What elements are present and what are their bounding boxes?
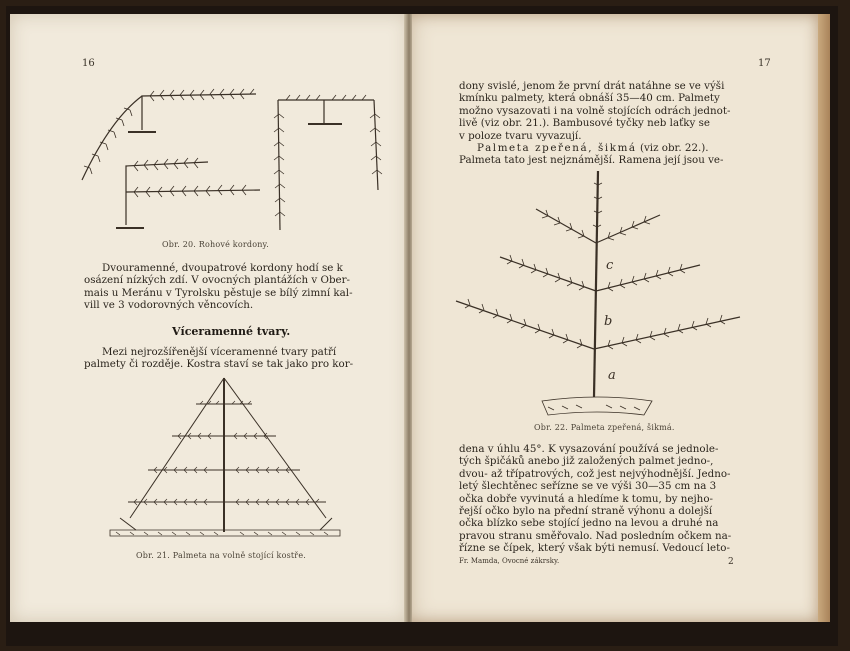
text-line: palmety či rozděje. Kostra staví se tak jako pro kor- [84,358,354,371]
text-line: letý šlechtěnec seřízne se ve výši 30—35 cm na 3 [459,480,717,493]
figure-21-caption: Obr. 21. Palmeta na volně stojící kostře. [136,551,307,560]
text-line: pravou stranu směřovalo. Nad posledním očkem na- [459,529,732,542]
text-line: řejší očko bylo na přední straně výhonu a dolejší [459,505,713,518]
footer-author: Fr. Mamda, Ovocné zákrsky. [459,557,560,565]
text-line: řízne se čípek, který však býti nemusí. Vedoucí leto- [459,542,730,555]
figure-21-palmette-frame [100,370,350,550]
footer-signature-mark: 2 [728,557,734,567]
figure-22-label-b: b [604,314,613,329]
text-line: dony svislé, jenom že první drát natáhne se ve výši [459,80,725,92]
text-line: mais u Meránu v Tyrolsku pěstuje se bílý zimní kal- [84,286,353,299]
text-line: Dvouramenné, dvoupatrové kordony hodí se k [102,262,343,274]
figure-22-caption: Obr. 22. Palmeta zpeřená, šikmá. [534,423,675,432]
text-line: možno vysazovati i na volně stojících odrách jednot- [459,104,731,117]
text-line: osázení nízkých zdí. V ovocných plantážích v Ober- [84,274,351,287]
text-line: tých špičáků anebo již založených palmet jedno-, [459,455,714,468]
figure-22-oblique-palmette [448,165,748,425]
emphasized-term: Palmeta zpeřená, šikmá [477,142,637,155]
left-paragraph-1 [84,262,366,312]
figure-20-corner-cordons [60,80,390,240]
text-line: livě (viz obr. 21.). Bambusové tyčky neb laťky se [459,117,710,130]
figure-22-label-c: c [606,258,614,273]
text-line: očka blízko sebe stojící jedno na levou a druhé na [459,517,719,530]
text-line: dvou- až třípatrových, což jest nejvýhodnější. Jedno- [459,467,731,480]
left-page-number: 16 [82,58,95,69]
right-paragraph-1 [459,80,745,167]
text-line: Palmeta tato jest nejznámější. Ramena její jsou ve- [459,154,724,167]
text-line: očka dobře vyvinutá a hledíme k tomu, by nejho- [459,492,713,505]
section-heading: Víceramenné tvary. [172,325,291,338]
figure-22-label-a: a [608,368,616,383]
text-line [459,142,745,154]
text-line: dena v úhlu 45°. K vysazování používá se jednole- [459,443,719,455]
text-line: v poloze tvaru vyvazují. [459,129,582,142]
right-paragraph-3 [459,443,745,555]
left-paragraph-2 [84,346,366,371]
text-line: kmínku palmety, která obnáší 35—40 cm. Palmety [459,92,720,105]
page-edge [818,14,830,622]
text-line: vill ve 3 vodorovných věncovích. [84,299,254,312]
right-page-number: 17 [758,58,771,69]
text-fragment: (viz obr. 22.). [636,142,709,155]
figure-20-caption: Obr. 20. Rohové kordony. [162,240,269,249]
text-line: Mezi nejrozšířenější víceramenné tvary patří [102,346,337,358]
